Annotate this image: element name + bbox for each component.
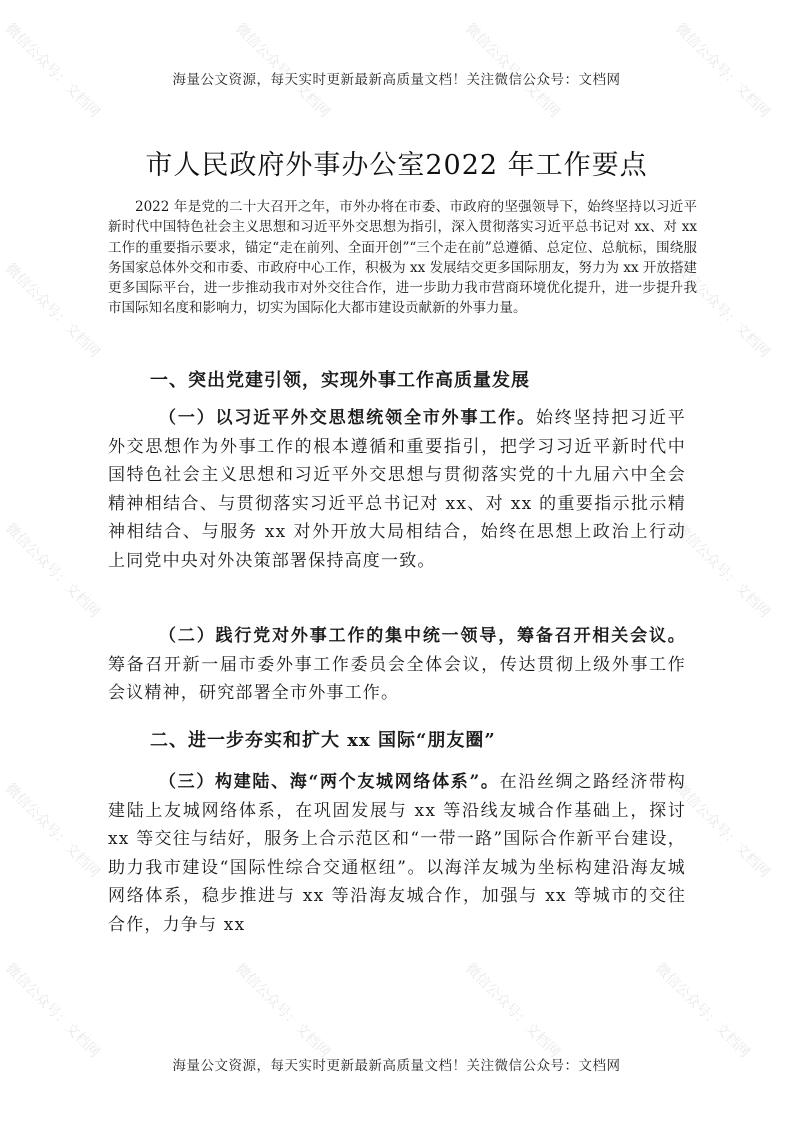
- watermark: 微信公众号：文档网: [462, 20, 563, 121]
- watermark: 微信公众号：文档网: [672, 260, 773, 361]
- watermark: 微信公众号：文档网: [2, 260, 103, 361]
- watermark: 微信公众号：文档网: [672, 780, 773, 881]
- section-heading-1: 一、突出党建引领，实现外事工作高质量发展: [150, 370, 530, 391]
- watermark: 微信公众号：文档网: [2, 20, 103, 121]
- item-body: 始终坚持把习近平外交思想作为外事工作的根本遵循和重要指引，把学习习近平新时代中国特色社会主义思想和习近平外交思想与贯彻落实党的十九届六中全会精神相结合、与贯彻落实习近平总书记对 xx、对 xx 的重要指示批示精神相结合、与服务 xx 对外开放大局相结合，始终在思想上政治上行动上同党中央对外决策部署保持高度一致。: [108, 408, 686, 571]
- watermark: 微信公众号：文档网: [232, 20, 333, 121]
- document-title: 市人民政府外事办公室2022 年工作要点: [145, 150, 648, 181]
- item-lead: （三）构建陆、海“两个友城网络体系”。: [159, 772, 500, 792]
- watermark: 微信公众号：文档网: [232, 960, 333, 1061]
- item-paragraph-3: [108, 768, 686, 939]
- page-footer: 海量公文资源，每天实时更新最新高质量文档！关注微信公众号：文档网: [172, 1058, 621, 1074]
- intro-paragraph: 2022 年是党的二十大召开之年，市外办将在市委、市政府的坚强领导下，始终坚持以习近平新时代中国特色社会主义思想和习近平外交思想为指引，深入贯彻落实习近平总书记对 xx、对 xx 工作的重要指示要求，锚定“走在前列、全面开创”“三个走在前”总遵循、总定位、总航标，围绕服务国家总体外交和市委、市政府中心工作，积极为 xx 发展结交更多国际朋友，努力为 xx 开放搭建更多国际平台，进一步推动我市对外交往合作，进一步助力我市营商环境优化提升，进一步提升我市国际知名度和影响力，切实为国际化大都市建设贡献新的外事力量。: [108, 199, 697, 317]
- watermark: 微信公众号：文档网: [672, 520, 773, 621]
- item-paragraph-2: [108, 622, 686, 708]
- watermark: 微信公众号：文档网: [652, 960, 753, 1061]
- watermark: 微信公众号：文档网: [672, 20, 773, 121]
- page-header: 海量公文资源，每天实时更新最新高质量文档！关注微信公众号：文档网: [172, 72, 621, 88]
- section-heading-2: 二、进一步夯实和扩大 xx 国际“朋友圈”: [150, 730, 496, 751]
- watermark: 微信公众号：文档网: [2, 520, 103, 621]
- watermark: 微信公众号：文档网: [2, 960, 103, 1061]
- item-paragraph-1: [108, 404, 686, 575]
- item-lead: （一）以习近平外交思想统领全市外事工作。: [159, 408, 536, 428]
- watermark: 微信公众号：文档网: [2, 780, 103, 881]
- item-body: 在沿丝绸之路经济带构建陆上友城网络体系，在巩固发展与 xx 等沿线友城合作基础上，探讨 xx 等交往与结好，服务上合示范区和“一带一路”国际合作新平台建设，助力我市建设“国际性综合交通枢纽”。以海洋友城为坐标构建沿海友城网络体系，稳步推进与 xx 等沿海友城合作，加强与 xx 等城市的交往合作，力争与 xx: [108, 772, 687, 935]
- item-lead: （二）践行党对外事工作的集中统一领导，筹备召开相关会议。: [159, 626, 686, 646]
- watermark: 微信公众号：文档网: [462, 960, 563, 1061]
- item-body: 筹备召开新一届市委外事工作委员会全体会议，传达贯彻上级外事工作会议精神，研究部署全市外事工作。: [108, 654, 686, 703]
